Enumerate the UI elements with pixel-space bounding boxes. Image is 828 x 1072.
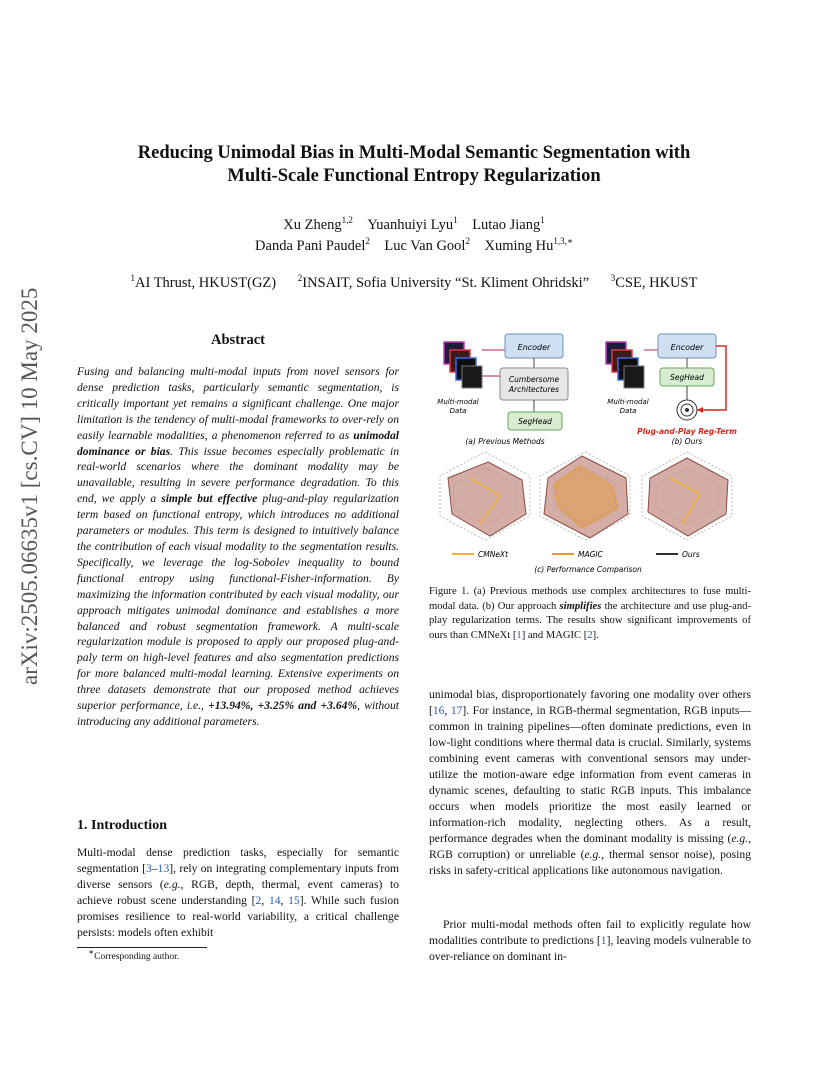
affiliation-sup: 1 (130, 273, 136, 284)
text-run: , (280, 894, 289, 907)
abstract-run: . This issue becomes especially problematic in real-world scenarios where the dominant modality may be unavailable, resulting in severe performance degradation. To this end, we apply a (77, 444, 400, 506)
text-run: , thermal sensor noise), posing risks in safety-critical applications like autonomous navigation. (429, 848, 751, 877)
abstract-run: , without introducing any additional parameters. (77, 699, 399, 728)
panel-c-label: (c) Performance Comparison (534, 565, 642, 574)
intro-paragraph-left (77, 845, 399, 941)
text-run: Prior multi-modal methods often fail to explicitly regulate how modalities contribute to predictions [ (429, 918, 751, 947)
author-sup: 1 (453, 215, 458, 226)
mm-data-label-1: Multi-modal (607, 398, 649, 406)
radar-chart (440, 452, 530, 540)
affiliation-text: INSAIT, Sofia University “St. Kliment Ohridski” (302, 275, 590, 291)
author-name: Xu Zheng (283, 217, 342, 233)
seghead-label: SegHead (518, 417, 552, 426)
author-name: Danda Pani Paudel (255, 238, 366, 254)
panel-a-label: (a) Previous Methods (465, 437, 545, 446)
encoder-label: Encoder (670, 343, 704, 352)
cumbersome-block (500, 368, 568, 400)
figure-1 (430, 328, 752, 578)
legend-cmnext: CMNeXt (478, 550, 509, 559)
affiliation-text: CSE, HKUST (615, 275, 698, 291)
citation-link[interactable]: 2 (255, 894, 262, 907)
text-run: , RGB corruption) or unreliable ( (429, 832, 751, 861)
affiliation (298, 275, 589, 291)
author-sup: 1 (540, 215, 545, 226)
affiliations (60, 275, 768, 292)
citation-link[interactable]: 1 (516, 629, 522, 641)
arrow-head-icon (697, 407, 703, 413)
caption-run: ] and MAGIC [ (521, 629, 588, 641)
text-run: e.g. (163, 878, 181, 891)
text-run: , (261, 894, 269, 907)
author-name: Lutao Jiang (472, 217, 541, 233)
section-heading-introduction: 1. Introduction (77, 818, 167, 833)
legend-magic: MAGIC (578, 550, 603, 559)
caption-run: Figure 1. (a) Previous methods use complex architectures to fuse multi-modal data. (b) Our approach (429, 586, 751, 612)
affiliation (611, 275, 698, 291)
citation-link[interactable]: 3 (146, 862, 152, 875)
intro-paragraph-right-2 (429, 917, 751, 965)
text-run: ], leaving models vulnerable to over-reliance on dominant in- (429, 934, 752, 963)
multimodal-stack-icon (606, 342, 644, 388)
affiliation-sup: 2 (297, 273, 303, 284)
panel-a (437, 334, 568, 446)
abstract-heading: Abstract (211, 332, 265, 348)
mm-data-label-2: Data (619, 407, 637, 415)
author-sup: 1,2 (341, 215, 353, 226)
radar-chart (540, 452, 630, 540)
title-line-2: Multi-Scale Functional Entropy Regularization (227, 166, 601, 186)
affiliation-text: AI Thrust, HKUST(GZ) (135, 275, 277, 291)
text-run: ]. While such fusion promises resilience to real-world variability, a critical challenge persists: models often exhibit (77, 894, 400, 939)
panel-c (440, 452, 732, 574)
citation-link[interactable]: 16 (432, 704, 445, 717)
affiliation (131, 275, 277, 291)
arxiv-stamp (10, 287, 50, 692)
cumbersome-label-1: Cumbersome (508, 375, 560, 384)
citation-link[interactable]: 14 (268, 894, 281, 907)
text-run: ]. For instance, in RGB-thermal segmentation, RGB inputs—common in training pipelines—often dominate predictions, even in low-light conditions where thermal data is crucial. Similarly, systems combining event cameras with conventional sensors may under-utilize the motion-aware edge information from event cameras in dynamic scenes, defaulting to static RGB inputs. This imbalance occurs when models prioritize the most easily learned or information-rich modality, neglecting others. As a result, performance degrades when the dominant modality is missing ( (429, 704, 751, 845)
plug-and-play-label: Plug-and-Play Reg-Term (637, 427, 737, 436)
abstract-emphasis: simple but effective (161, 492, 258, 506)
abstract-text (77, 364, 399, 730)
multimodal-stack-icon (444, 342, 482, 388)
cumbersome-label-2: Architectures (508, 385, 560, 394)
footnote-rule (77, 947, 207, 948)
mm-data-label-2: Data (449, 407, 467, 415)
caption-run: the architecture and use plug-and-play regularization terms. The results show significant improvements of ours than CMNeXt [ (429, 600, 751, 641)
abstract-run: plug-and-play regularization term based on functional entropy, which introduces no additional parameters or modules. This term is designed to intuitively balance the contribution of each visual modality to the segmentation results. Specifically, we leverage the log-Sobolev inequality to bound functional entropy using functional-Fisher-information. By maximizing the information contributed by each visual modality, our approach mitigates unimodal dominance and establishes a more balanced and robust segmentation framework. A multi-scale regularization module is proposed to apply our proposed plug-and-paly term on high-level features and also segmentation predictions for more balanced multi-modal learning. Extensive experiments on three datasets demonstrate that our proposed method achieves superior performance, i.e., (77, 492, 399, 713)
target-icon (677, 400, 697, 420)
author-sup: 2 (365, 236, 370, 247)
encoder-label: Encoder (517, 343, 551, 352)
intro-paragraph-right-1 (429, 687, 751, 879)
text-run: ], rely on integrating complementary inputs from diverse sensors ( (77, 862, 400, 891)
arxiv-stamp-text: arXiv:2505.06635v1 [cs.CV] 10 May 2025 (17, 287, 42, 685)
citation-link[interactable]: 17 (450, 704, 463, 717)
author-name: Xuming Hu (484, 238, 554, 254)
caption-run: ]. (592, 629, 599, 641)
footnote: ∗Corresponding author. (88, 947, 180, 963)
text-run: – (151, 862, 158, 875)
footnote-text: Corresponding author. (94, 952, 180, 963)
citation-link[interactable]: 1 (600, 934, 607, 947)
author-row-2 (150, 236, 678, 257)
abstract-emphasis: +13.94%, +3.25% and +3.64% (208, 699, 358, 713)
abstract-run: Fusing and balancing multi-modal inputs from novel sensors for dense prediction tasks, particularly semantic segmentation, is critically important yet remains a significant challenge. One major limitation is the tendency of multi-modal frameworks to over-rely on easily learnable modalities, a phenomenon referred to as (77, 365, 399, 442)
text-run: e.g. (731, 832, 749, 845)
citation-link[interactable]: 13 (157, 862, 170, 875)
text-run: , (444, 704, 451, 717)
author-name: Yuanhuiyi Lyu (367, 217, 454, 233)
text-run: e.g. (584, 848, 602, 861)
legend-ours: Ours (682, 550, 700, 559)
paper-title (80, 142, 748, 188)
abstract-emphasis: unimodal dominance or bias (77, 428, 399, 458)
radar-chart (642, 452, 732, 540)
panel-b-label: (b) Ours (671, 437, 703, 446)
author-sup: 2 (465, 236, 470, 247)
author-sup: 1,3,∗ (553, 236, 573, 247)
seghead-label: SegHead (670, 373, 704, 382)
author-row-1 (150, 215, 678, 236)
affiliation-sup: 3 (610, 273, 616, 284)
text-run: Multi-modal dense prediction tasks, especially for semantic segmentation [ (77, 846, 399, 875)
caption-emphasis: simplifies (559, 600, 602, 612)
citation-link[interactable]: 15 (288, 894, 300, 907)
text-run: , RGB, depth, thermal, event cameras) to achieve robust scene understanding [ (77, 878, 399, 907)
text-run: unimodal bias, disproportionately favoring one modality over others [ (429, 688, 751, 717)
figure-caption (429, 585, 751, 643)
title-line-1: Reducing Unimodal Bias in Multi-Modal Semantic Segmentation with (137, 143, 691, 163)
author-name: Luc Van Gool (384, 238, 466, 254)
citation-link[interactable]: 2 (587, 629, 593, 641)
panel-b (606, 334, 737, 446)
mm-data-label-1: Multi-modal (437, 398, 479, 406)
